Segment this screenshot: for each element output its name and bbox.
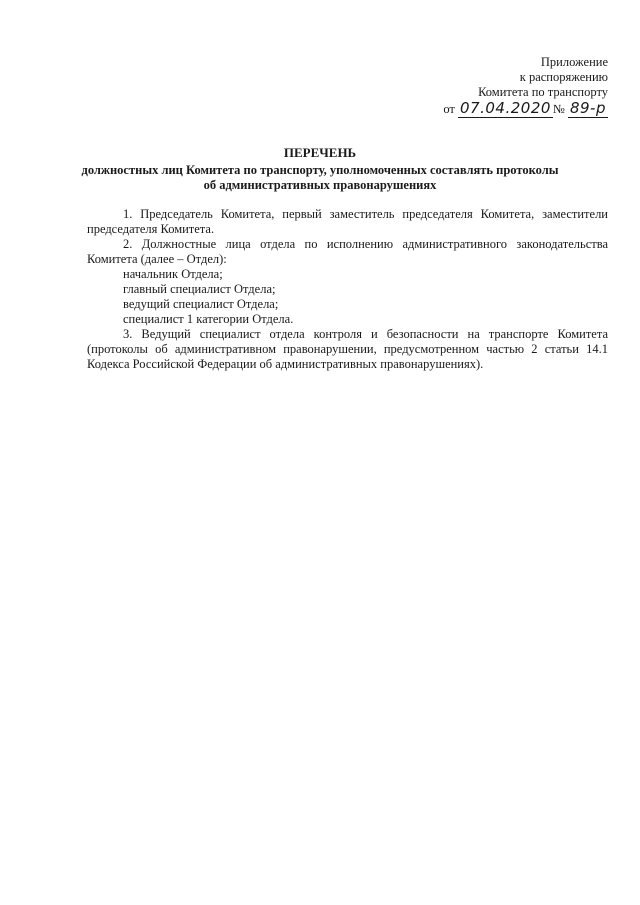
number-sign: № [552,102,565,116]
date-prefix: от [443,102,455,116]
list-item-2: 2. Должностные лица отдела по исполнению административного законодательства Комитета (далее – Отдел): [87,237,608,266]
appendix-order-ref: к распоряжению [519,70,608,84]
title-subtitle-line1: должностных лиц Комитета по транспорту, уполномоченных составлять протоколы [81,163,559,177]
list-item-1: 1. Председатель Комитета, первый заместитель председателя Комитета, заместители председателя Комитета. [87,207,608,236]
sub-item-chief-specialist: главный специалист Отдела; [123,282,276,296]
handwritten-date: 07.04.2020 [460,99,551,117]
title-subtitle-line2: об административных правонарушениях [203,178,437,192]
sub-item-lead-specialist: ведущий специалист Отдела; [123,297,279,311]
handwritten-number: 89-р [569,99,606,117]
document-title [80,145,560,193]
list-item-3: 3. Ведущий специалист отдела контроля и безопасности на транспорте Комитета (протоколы об административном правонарушении, предусмотренном частью 2 статьи 14.1 Кодекса Российской Федерации об административных правонарушениях). [87,327,608,371]
appendix-date-line [443,101,608,117]
document-body [87,207,608,372]
appendix-header [443,55,608,117]
sub-item-head: начальник Отдела; [123,267,223,281]
title-heading: ПЕРЕЧЕНЬ [283,145,357,160]
appendix-committee: Комитета по транспорту [478,85,608,99]
sub-item-specialist-cat1: специалист 1 категории Отдела. [123,312,294,326]
appendix-label: Приложение [540,55,608,69]
